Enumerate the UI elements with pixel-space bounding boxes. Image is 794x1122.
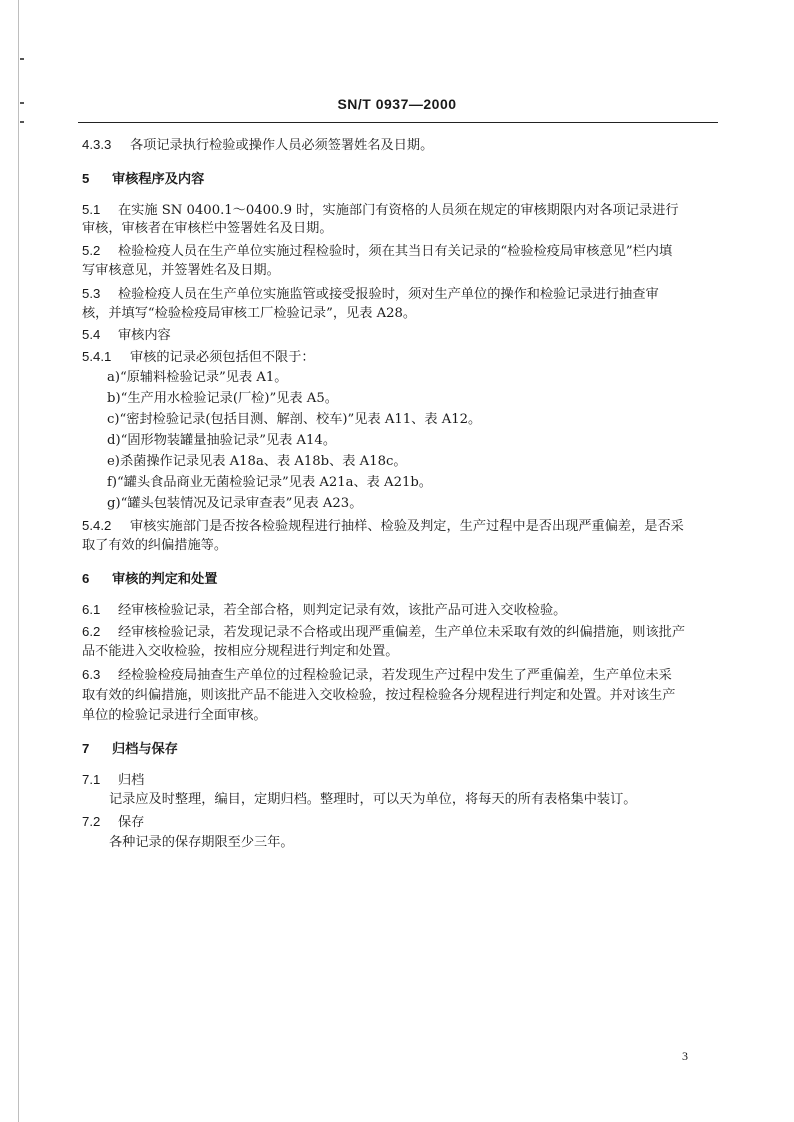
- section-number: 5: [82, 171, 90, 186]
- clause-text: 检验检疫人员在生产单位实施过程检验时，须在其当日有关记录的“检验检疫局审核意见”栏内填: [118, 244, 673, 259]
- scan-mark: [20, 58, 24, 60]
- clause-text: 审核的记录必须包括但不限于：: [130, 350, 315, 365]
- header-rule: [78, 122, 718, 123]
- list-item: g)“罐头包装情况及记录审查表”见表 A23。: [107, 496, 363, 511]
- section-heading-7: [82, 740, 178, 759]
- section-title: 审核的判定和处置: [112, 572, 218, 587]
- clause-5-4: [82, 326, 171, 345]
- clause-number: 5.4: [82, 327, 101, 342]
- clause-5-1-continued: 审核，审核者在审核栏中签署姓名及日期。: [82, 221, 333, 236]
- clause-number: 7.1: [82, 772, 101, 787]
- clause-6-1: [82, 601, 566, 620]
- clause-number: 5.2: [82, 243, 101, 258]
- clause-text: 审核内容: [118, 328, 171, 343]
- list-item: f)“罐头食品商业无菌检验记录”见表 A21a、表 A21b。: [107, 475, 432, 490]
- clause-6-2: [82, 623, 685, 642]
- clause-number: 6.3: [82, 667, 101, 682]
- clause-6-3-continued: 取有效的纠偏措施，则该批产品不能进入交收检验，按过程检验各分规程进行判定和处置。并对该生产: [82, 688, 676, 703]
- list-item: d)“固形物装罐量抽验记录”见表 A14。: [107, 433, 337, 448]
- clause-text: 经审核检验记录，若全部合格，则判定记录有效，该批产品可进入交收检验。: [118, 603, 567, 618]
- section-heading-6: [82, 570, 218, 589]
- clause-number: 6.1: [82, 602, 101, 617]
- clause-5-4-2-continued: 取了有效的纠偏措施等。: [82, 538, 228, 553]
- page-number: 3: [682, 1049, 688, 1063]
- list-item: a)“原辅料检验记录”见表 A1。: [107, 370, 288, 385]
- list-item: c)“密封检验记录(包括目测、解剖、校车)”见表 A11、表 A12。: [107, 412, 482, 427]
- clause-number: 5.4.2: [82, 518, 112, 533]
- clause-title: 保存: [118, 815, 145, 830]
- clause-text: 经检验检疫局抽查生产单位的过程检验记录，若发现生产过程中发生了严重偏差，生产单位未采: [118, 668, 672, 683]
- list-item: e)杀菌操作记录见表 A18a、表 A18b、表 A18c。: [107, 454, 407, 469]
- clause-text: 经审核检验记录，若发现记录不合格或出现严重偏差，生产单位未采取有效的纠偏措施，则该批产: [118, 625, 686, 640]
- clause-7-1: [82, 771, 144, 790]
- clause-title: 归档: [118, 773, 145, 788]
- clause-7-2: [82, 813, 144, 832]
- scan-mark: [20, 121, 24, 123]
- clause-5-4-2: [82, 517, 684, 536]
- clause-text: 审核实施部门是否按各检验规程进行抽样、检验及判定，生产过程中是否出现严重偏差，是否采: [130, 519, 684, 534]
- section-title: 审核程序及内容: [112, 172, 205, 187]
- clause-5-3-continued: 核，并填写“检验检疫局审核工厂检验记录”，见表 A28。: [82, 306, 417, 321]
- clause-5-1: [82, 201, 679, 220]
- clause-5-2: [82, 242, 672, 261]
- scan-edge-line: [18, 0, 19, 1122]
- clause-text: 检验检疫人员在生产单位实施监管或接受报验时，须对生产单位的操作和检验记录进行抽查审: [118, 287, 659, 302]
- standard-code: SN/T 0937—2000: [337, 96, 457, 112]
- clause-7-1-text: 记录应及时整理，编目，定期归档。整理时，可以天为单位，将每天的所有表格集中装订。: [109, 792, 637, 807]
- clause-number: 6.2: [82, 624, 101, 639]
- clause-text: 各项记录执行检验或操作人员必须签署姓名及日期。: [130, 138, 434, 153]
- clause-number: 7.2: [82, 814, 101, 829]
- section-title: 归档与保存: [112, 742, 178, 757]
- clause-text: 在实施 SN 0400.1～0400.9 时，实施部门有资格的人员须在规定的审核期限内对各项记录进行: [118, 203, 679, 218]
- section-heading-5: [82, 170, 204, 189]
- list-item: b)“生产用水检验记录(厂检)”见表 A5。: [107, 391, 338, 406]
- clause-5-4-1: [82, 348, 315, 367]
- clause-7-2-text: 各种记录的保存期限至少三年。: [109, 835, 294, 850]
- clause-5-2-continued: 写审核意见，并签署姓名及日期。: [82, 263, 280, 278]
- clause-number: 4.3.3: [82, 137, 112, 152]
- clause-5-3: [82, 285, 659, 304]
- clause-number: 5.3: [82, 286, 101, 301]
- section-number: 6: [82, 571, 90, 586]
- clause-4-3-3: [82, 136, 433, 155]
- clause-6-3-continued: 单位的检验记录进行全面审核。: [82, 708, 267, 723]
- clause-number: 5.1: [82, 202, 101, 217]
- clause-6-2-continued: 品不能进入交收检验，按相应分规程进行判定和处置。: [82, 644, 399, 659]
- clause-number: 5.4.1: [82, 349, 112, 364]
- section-number: 7: [82, 741, 90, 756]
- clause-6-3: [82, 666, 672, 685]
